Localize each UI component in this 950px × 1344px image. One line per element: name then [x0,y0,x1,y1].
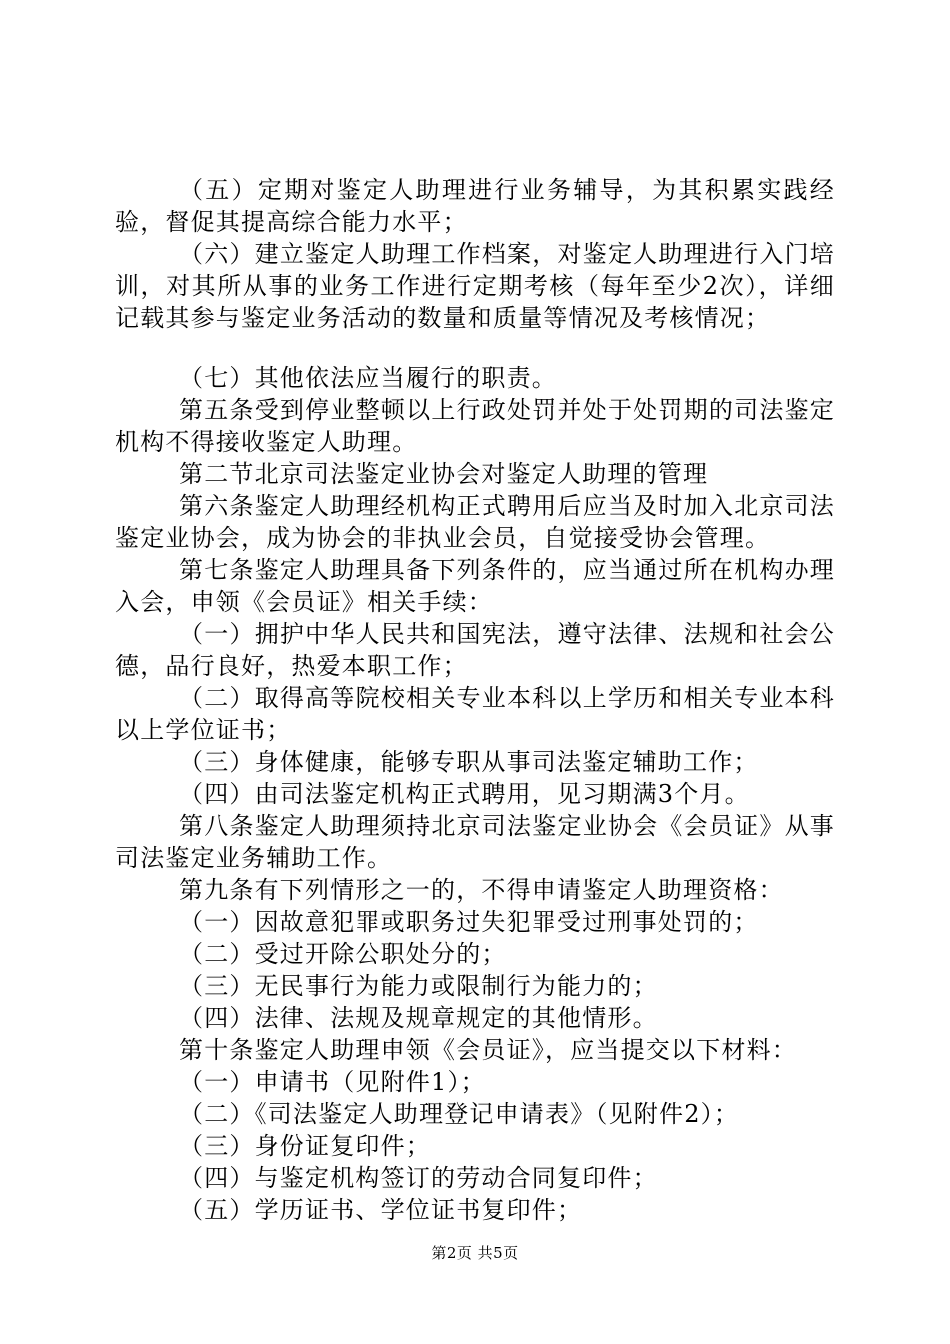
paragraph: （五）定期对鉴定人助理进行业务辅导，为其积累实践经验，督促其提高综合能力水平； [115,176,835,236]
paragraph: （七）其他依法应当履行的职责。 [179,364,557,392]
paragraph: （四）与鉴定机构签订的劳动合同复印件； [179,1164,658,1192]
paragraph: 第五条受到停业整顿以上行政处罚并处于处罚期的司法鉴定机构不得接收鉴定人助理。 [115,396,835,456]
paragraph: （一）因故意犯罪或职务过失犯罪受过刑事处罚的； [179,908,759,936]
paragraph: 第六条鉴定人助理经机构正式聘用后应当及时加入北京司法鉴定业协会，成为协会的非执业会员，自觉接受协会管理。 [115,492,835,552]
paragraph: 第七条鉴定人助理具备下列条件的，应当通过所在机构办理入会，申领《会员证》相关手续： [115,556,835,616]
paragraph: （五）学历证书、学位证书复印件； [179,1196,583,1224]
paragraph: 第八条鉴定人助理须持北京司法鉴定业协会《会员证》从事司法鉴定业务辅助工作。 [115,812,835,872]
paragraph: 第九条有下列情形之一的，不得申请鉴定人助理资格： [179,876,784,904]
paragraph: （二）受过开除公职处分的； [179,940,507,968]
section-heading: 第二节北京司法鉴定业协会对鉴定人助理的管理 [179,460,709,488]
paragraph: （一）拥护中华人民共和国宪法，遵守法律、法规和社会公德，品行良好，热爱本职工作； [115,620,835,680]
paragraph: （三）身份证复印件； [179,1132,431,1160]
paragraph: （三）身体健康，能够专职从事司法鉴定辅助工作； [179,748,759,776]
paragraph: （二）《司法鉴定人助理登记申请表》（见附件2）； [179,1100,740,1128]
paragraph: （六）建立鉴定人助理工作档案，对鉴定人助理进行入门培训，对其所从事的业务工作进行定期考核（每年至少2次），详细记载其参与鉴定业务活动的数量和质量等情况及考核情况； [115,240,835,332]
paragraph: （四）由司法鉴定机构正式聘用，见习期满3个月。 [179,780,750,808]
paragraph: 第十条鉴定人助理申领《会员证》，应当提交以下材料： [179,1036,797,1064]
paragraph: （三）无民事行为能力或限制行为能力的； [179,972,658,1000]
document-body [115,174,835,1226]
paragraph: （四）法律、法规及规章规定的其他情形。 [179,1004,658,1032]
paragraph: （一）申请书（见附件1）； [179,1068,486,1096]
paragraph: （二）取得高等院校相关专业本科以上学历和相关专业本科以上学位证书； [115,684,835,744]
page-number-footer: 第2页 共5页 [431,1244,519,1262]
